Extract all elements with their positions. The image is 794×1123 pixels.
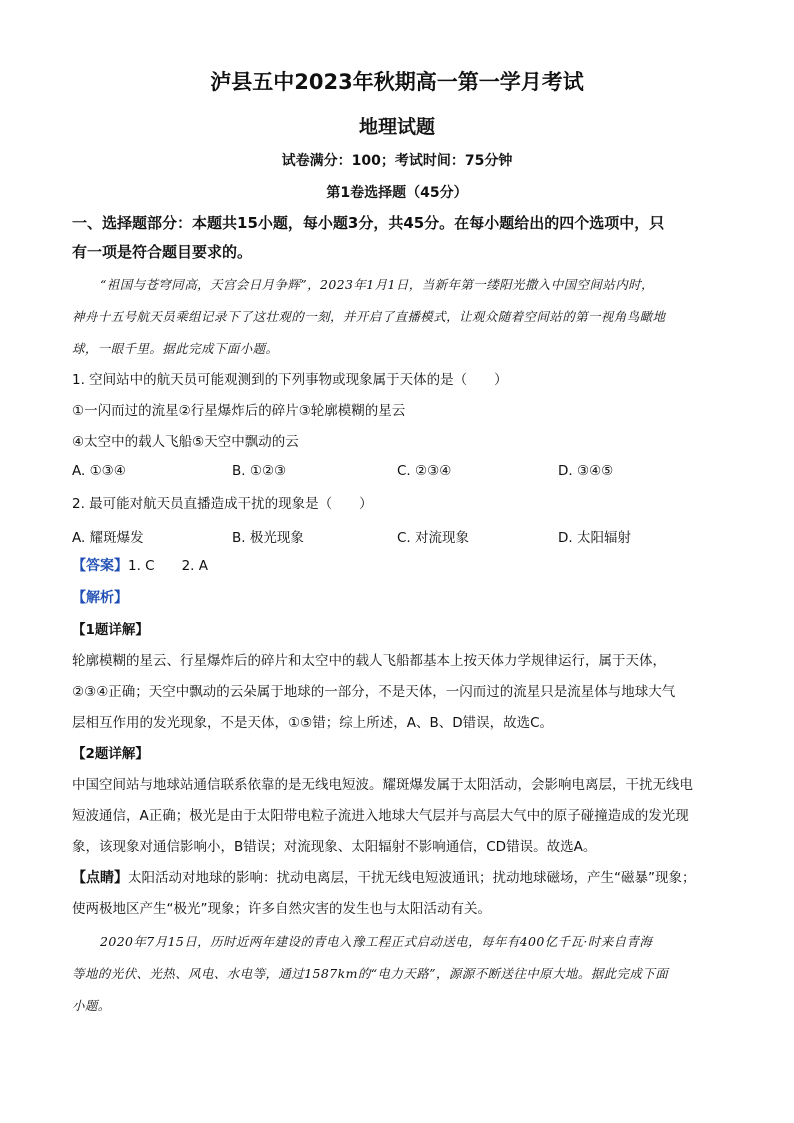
option-a: A. ①③④ xyxy=(72,463,126,479)
subject-title: 地理试题 xyxy=(358,116,435,138)
question-1-items-1: ①一闪而过的流星②行星爆炸后的碎片③轮廓模糊的星云 xyxy=(72,403,406,419)
instruction-line-2: 有一项是符合题目要求的。 xyxy=(72,243,253,261)
detail2-line-2: 短波通信，A正确；极光是由于太阳带电粒子流进入地球大气层并与高层大气中的原子碰撞造成的发光现 xyxy=(72,808,689,824)
detail2-line-1: 中国空间站与地球站通信联系依靠的是无线电短波。耀斑爆发属于太阳活动，会影响电离层，干扰无线电 xyxy=(72,777,693,793)
option-a: A. 耀斑爆发 xyxy=(72,530,144,546)
option-d: D. 太阳辐射 xyxy=(558,530,631,546)
question-2-stem: 2. 最可能对航天员直播造成干扰的现象是（ ） xyxy=(72,496,373,512)
passage2-line-2: 等地的光伏、光热、风电、水电等，通过1587km的“电力天路”，源源不断送往中原大地。据此完成下面 xyxy=(72,966,669,981)
option-c: C. ②③④ xyxy=(397,463,452,479)
detail2-label: 【2题详解】 xyxy=(72,746,149,762)
answer-label: 【答案】 xyxy=(72,558,128,574)
option-b: B. ①②③ xyxy=(232,463,287,479)
exam-title: 泸县五中2023年秋期高一第一学月考试 xyxy=(210,70,584,94)
option-b: B. 极光现象 xyxy=(232,530,304,546)
passage1-line-2: 神舟十五号航天员乘组记录下了这壮观的一刻，并开启了直播模式，让观众随着空间站的第一视角鸟瞰地 xyxy=(72,309,666,324)
detail1-line-3: 层相互作用的发光现象，不是天体，①⑤错；综上所述，A、B、D错误，故选C。 xyxy=(72,715,554,731)
passage1-line-3: 球，一眼千里。据此完成下面小题。 xyxy=(72,341,279,356)
question-1-stem: 1. 空间站中的航天员可能观测到的下列事物或现象属于天体的是（ ） xyxy=(72,372,508,388)
tip-line-1: 太阳活动对地球的影响：扰动电离层，干扰无线电短波通讯；扰动地球磁场，产生“磁暴”现象； xyxy=(128,870,696,886)
tip-label: 【点睛】 xyxy=(72,870,128,886)
tip-row xyxy=(72,868,722,888)
question-1-items-2: ④太空中的载人飞船⑤天空中飘动的云 xyxy=(72,434,299,450)
detail1-label: 【1题详解】 xyxy=(72,622,149,638)
analysis-row xyxy=(72,588,722,608)
detail2-line-3: 象，该现象对通信影响小，B错误；对流现象、太阳辐射不影响通信，CD错误。故选A。 xyxy=(72,839,597,855)
answer-value: 1. C 2. A xyxy=(128,558,209,574)
tip-line-2: 使两极地区产生“极光”现象；许多自然灾害的发生也与太阳活动有关。 xyxy=(72,901,491,917)
passage2-line-1: 2020年7月15日，历时近两年建设的青电入豫工程正式启动送电，每年有400亿千瓦·时来自青海 xyxy=(100,934,653,949)
instruction-line-1: 一、选择题部分：本题共15小题，每小题3分，共45分。在每小题给出的四个选项中，只 xyxy=(72,214,665,232)
detail1-line-1: 轮廓模糊的星云、行星爆炸后的碎片和太空中的载人飞船都基本上按天体力学规律运行，属于天体， xyxy=(72,653,666,669)
section-title: 第1卷选择题（45分） xyxy=(326,185,468,201)
exam-meta: 试卷满分：100；考试时间：75分钟 xyxy=(281,153,513,169)
answer-row xyxy=(72,556,722,576)
option-c: C. 对流现象 xyxy=(397,530,470,546)
option-d: D. ③④⑤ xyxy=(558,463,614,479)
detail1-line-2: ②③④正确；天空中飘动的云朵属于地球的一部分，不是天体，一闪而过的流星只是流星体与地球大气 xyxy=(72,684,676,700)
passage2-line-3: 小题。 xyxy=(72,998,111,1013)
analysis-label: 【解析】 xyxy=(72,590,128,606)
passage1-line-1: “祖国与苍穹同高，天宫会日月争辉”，2023年1月1日，当新年第一缕阳光撒入中国空间站内时， xyxy=(100,277,654,292)
